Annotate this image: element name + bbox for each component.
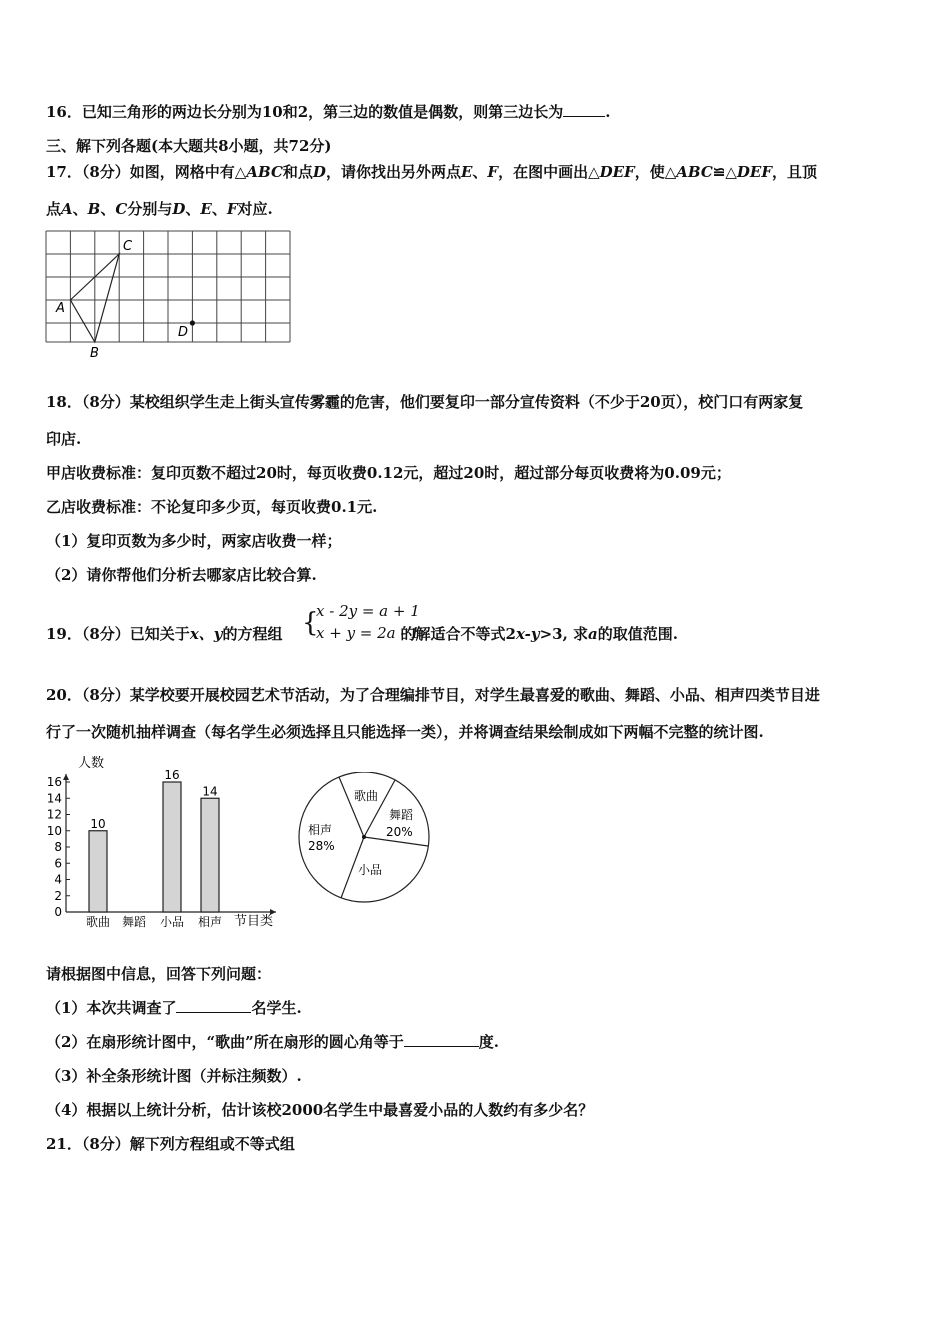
bar (201, 798, 219, 912)
q16-line: 16．已知三角形的两边长分别为10和2，第三边的数值是偶数，则第三边长为 . (46, 103, 611, 121)
pie-center (362, 835, 366, 839)
q18-part2: （2）请你帮他们分析去哪家店比较合算. (46, 566, 317, 584)
q20-part3: （3）补全条形统计图（并标注频数）. (46, 1067, 302, 1085)
q18-line3: 甲店收费标准：复印页数不超过20时，每页收费0.12元，超过20时，超过部分每页收费将为0.09元； (46, 464, 731, 482)
y-axis-arrow (63, 774, 69, 780)
y-tick-label: 6 (54, 856, 62, 871)
y-tick-label: 14 (46, 791, 62, 806)
bar (89, 831, 107, 912)
q18-line2: 印店. (46, 430, 82, 448)
bar-value-label: 10 (90, 816, 106, 831)
bar (163, 782, 181, 912)
q20-part2: （2）在扇形统计图中，“歌曲”所在扇形的圆心角等于 度. (46, 1033, 499, 1051)
pie-chart (294, 772, 438, 922)
q17-line1: 17．（8分）如图，网格中有△ABC和点D，请你找出另外两点E、F，在图中画出△DEF，使△ABC≌△DEF，且顶 (46, 163, 818, 181)
x-tick-label: 相声 (197, 915, 223, 929)
q19-line: 19．（8分）已知关于x、y的方程组 的解适合不等式2x-y>3, 求a的取值范围. (46, 625, 678, 643)
y-tick-label: 12 (46, 807, 62, 822)
q20-p2-blank[interactable] (404, 1032, 479, 1047)
bar-value-label: 14 (202, 784, 218, 799)
point-d (190, 320, 195, 325)
pie-label-xiangsheng: 相声 (308, 823, 333, 837)
bar-chart (44, 754, 284, 934)
q21-line: 21．（8分）解下列方程组或不等式组 (46, 1135, 295, 1153)
y-tick-label: 2 (54, 888, 62, 903)
equation-1: x - 2y = a + 1 (316, 602, 420, 620)
pie-label-wudao: 舞蹈 (389, 808, 414, 822)
q18-part1: （1）复印页数为多少时，两家店收费一样； (46, 532, 342, 550)
q18-line4: 乙店收费标准：不论复印多少页，每页收费0.1元. (46, 498, 378, 516)
q18-line1: 18．（8分）某校组织学生走上街头宣传雾霾的危害，他们要复印一部分宣传资料（不少于20页），校门口有两家复 (46, 393, 804, 411)
y-tick-label: 10 (46, 823, 62, 838)
label-c: C (123, 239, 133, 254)
pie-percent-wudao: 20% (386, 825, 413, 839)
equation-2: x + y = 2a - 1 (316, 624, 420, 642)
q20-line2: 行了一次随机抽样调查（每名学生必须选择且只能选择一类），并将调查结果绘制成如下两幅不完整的统计图. (46, 723, 764, 741)
equation-brace: { (302, 608, 319, 638)
section3-heading: 三、解下列各题(本大题共8小题，共72分) (46, 137, 332, 155)
pie-label-xiaopin: 小品 (358, 863, 383, 877)
label-b: B (90, 346, 99, 361)
q20-part4: （4）根据以上统计分析，估计该校2000名学生中最喜爱小品的人数约有多少名？ (46, 1101, 594, 1119)
label-a: A (56, 301, 65, 316)
x-tick-label: 小品 (159, 915, 185, 929)
q17-line2: 点A、B、C分别与D、E、F对应. (46, 200, 273, 218)
x-tick-label: 歌曲 (85, 915, 111, 929)
q20-p1-blank[interactable] (176, 998, 251, 1013)
q17-grid-figure (44, 228, 294, 362)
pie-label-gequ: 歌曲 (354, 789, 379, 803)
x-tick-label: 舞蹈 (121, 915, 147, 929)
bar-value-label: 16 (164, 768, 180, 782)
grid-lines (46, 231, 290, 342)
y-tick-label: 16 (46, 775, 62, 789)
pie-divider (339, 777, 364, 837)
pie-percent-xiangsheng: 28% (308, 839, 335, 853)
label-d: D (178, 325, 189, 340)
equation-system (308, 600, 420, 644)
q16-answer-blank[interactable] (563, 102, 605, 117)
q16-text: 16．已知三角形的两边长分别为10和2，第三边的数值是偶数，则第三边长为 (46, 103, 564, 121)
bar-chart-xlabel: 节目类 (234, 914, 274, 929)
q20-line1: 20．（8分）某学校要开展校园艺术节活动，为了合理编排节目，对学生最喜爱的歌曲、舞蹈、小品、相声四类节目进 (46, 686, 820, 704)
q20-intro: 请根据图中信息，回答下列问题： (46, 965, 272, 983)
y-tick-label: 0 (54, 905, 62, 919)
q20-part1: （1）本次共调查了 名学生. (46, 999, 302, 1017)
y-tick-label: 8 (54, 840, 62, 854)
y-tick-label: 4 (54, 872, 62, 887)
bar-chart-ylabel: 人数 (78, 756, 105, 771)
